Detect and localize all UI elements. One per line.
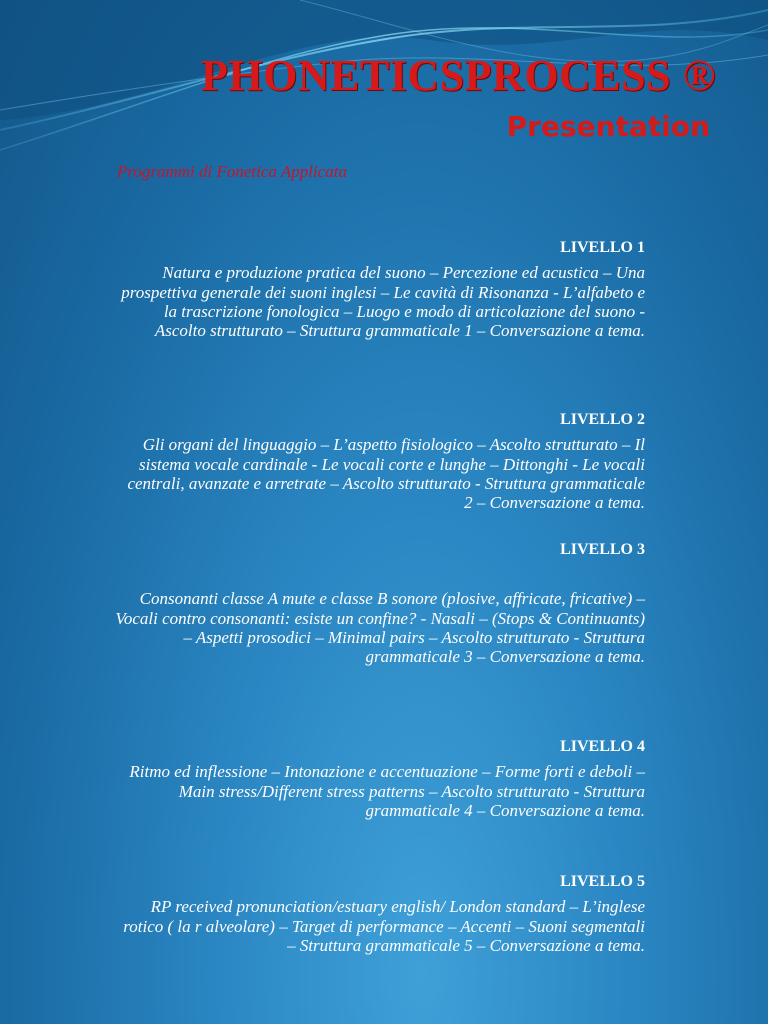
page-title: PHONETICSPROCESS ® [201,51,716,100]
level-description: Consonanti classe A mute e classe B sonore (plosive, affricate, fricative) – Vocali contro consonanti: esiste un confine? - Nasali – (Stops & Continuants) – Aspetti prosodici – Minimal pairs – Ascolto strutturato - Struttura grammaticale 3 – Conversazione a tema. [115,589,645,667]
level-heading: LIVELLO 5 [560,873,645,890]
level-2-block [115,410,645,512]
program-heading: Programmi di Fonetica Applicata [117,162,347,181]
level-description: RP received pronunciation/estuary english/ London standard – L’inglese rotico ( la r alveolare) – Target di performance – Accenti – Suoni segmentali – Struttura grammaticale 5 – Conversazione a tema. [123,897,645,955]
level-heading: LIVELLO 1 [560,239,645,256]
level-description: Natura e produzione pratica del suono – Percezione ed acustica – Una prospettiva generale dei suoni inglesi – Le cavità di Risonanza - L’alfabeto e la trascrizione fonologica – Luogo e modo di articolazione del suono - Ascolto strutturato – Struttura grammaticale 1 – Conversazione a tema. [121,263,645,341]
level-description: Gli organi del linguaggio – L’aspetto fisiologico – Ascolto strutturato – Il sistema vocale cardinale - Le vocali corte e lunghe – Dittonghi - Le vocali centrali, avanzate e arretrate – Ascolto strutturato - Struttura grammaticale 2 – Conversazione a tema. [127,435,645,513]
level-heading: LIVELLO 3 [560,541,645,558]
level-3-block [115,540,645,666]
level-description: Ritmo ed inflessione – Intonazione e accentuazione – Forme forti e deboli – Main stress/Different stress patterns – Ascolto strutturato - Struttura grammaticale 4 – Conversazione a tema. [129,762,645,820]
level-1-block [115,238,645,340]
level-heading: LIVELLO 2 [560,411,645,428]
level-4-block [115,737,645,820]
level-5-block [115,872,645,955]
page-subtitle: Presentation [506,110,710,143]
level-heading: LIVELLO 4 [560,738,645,755]
